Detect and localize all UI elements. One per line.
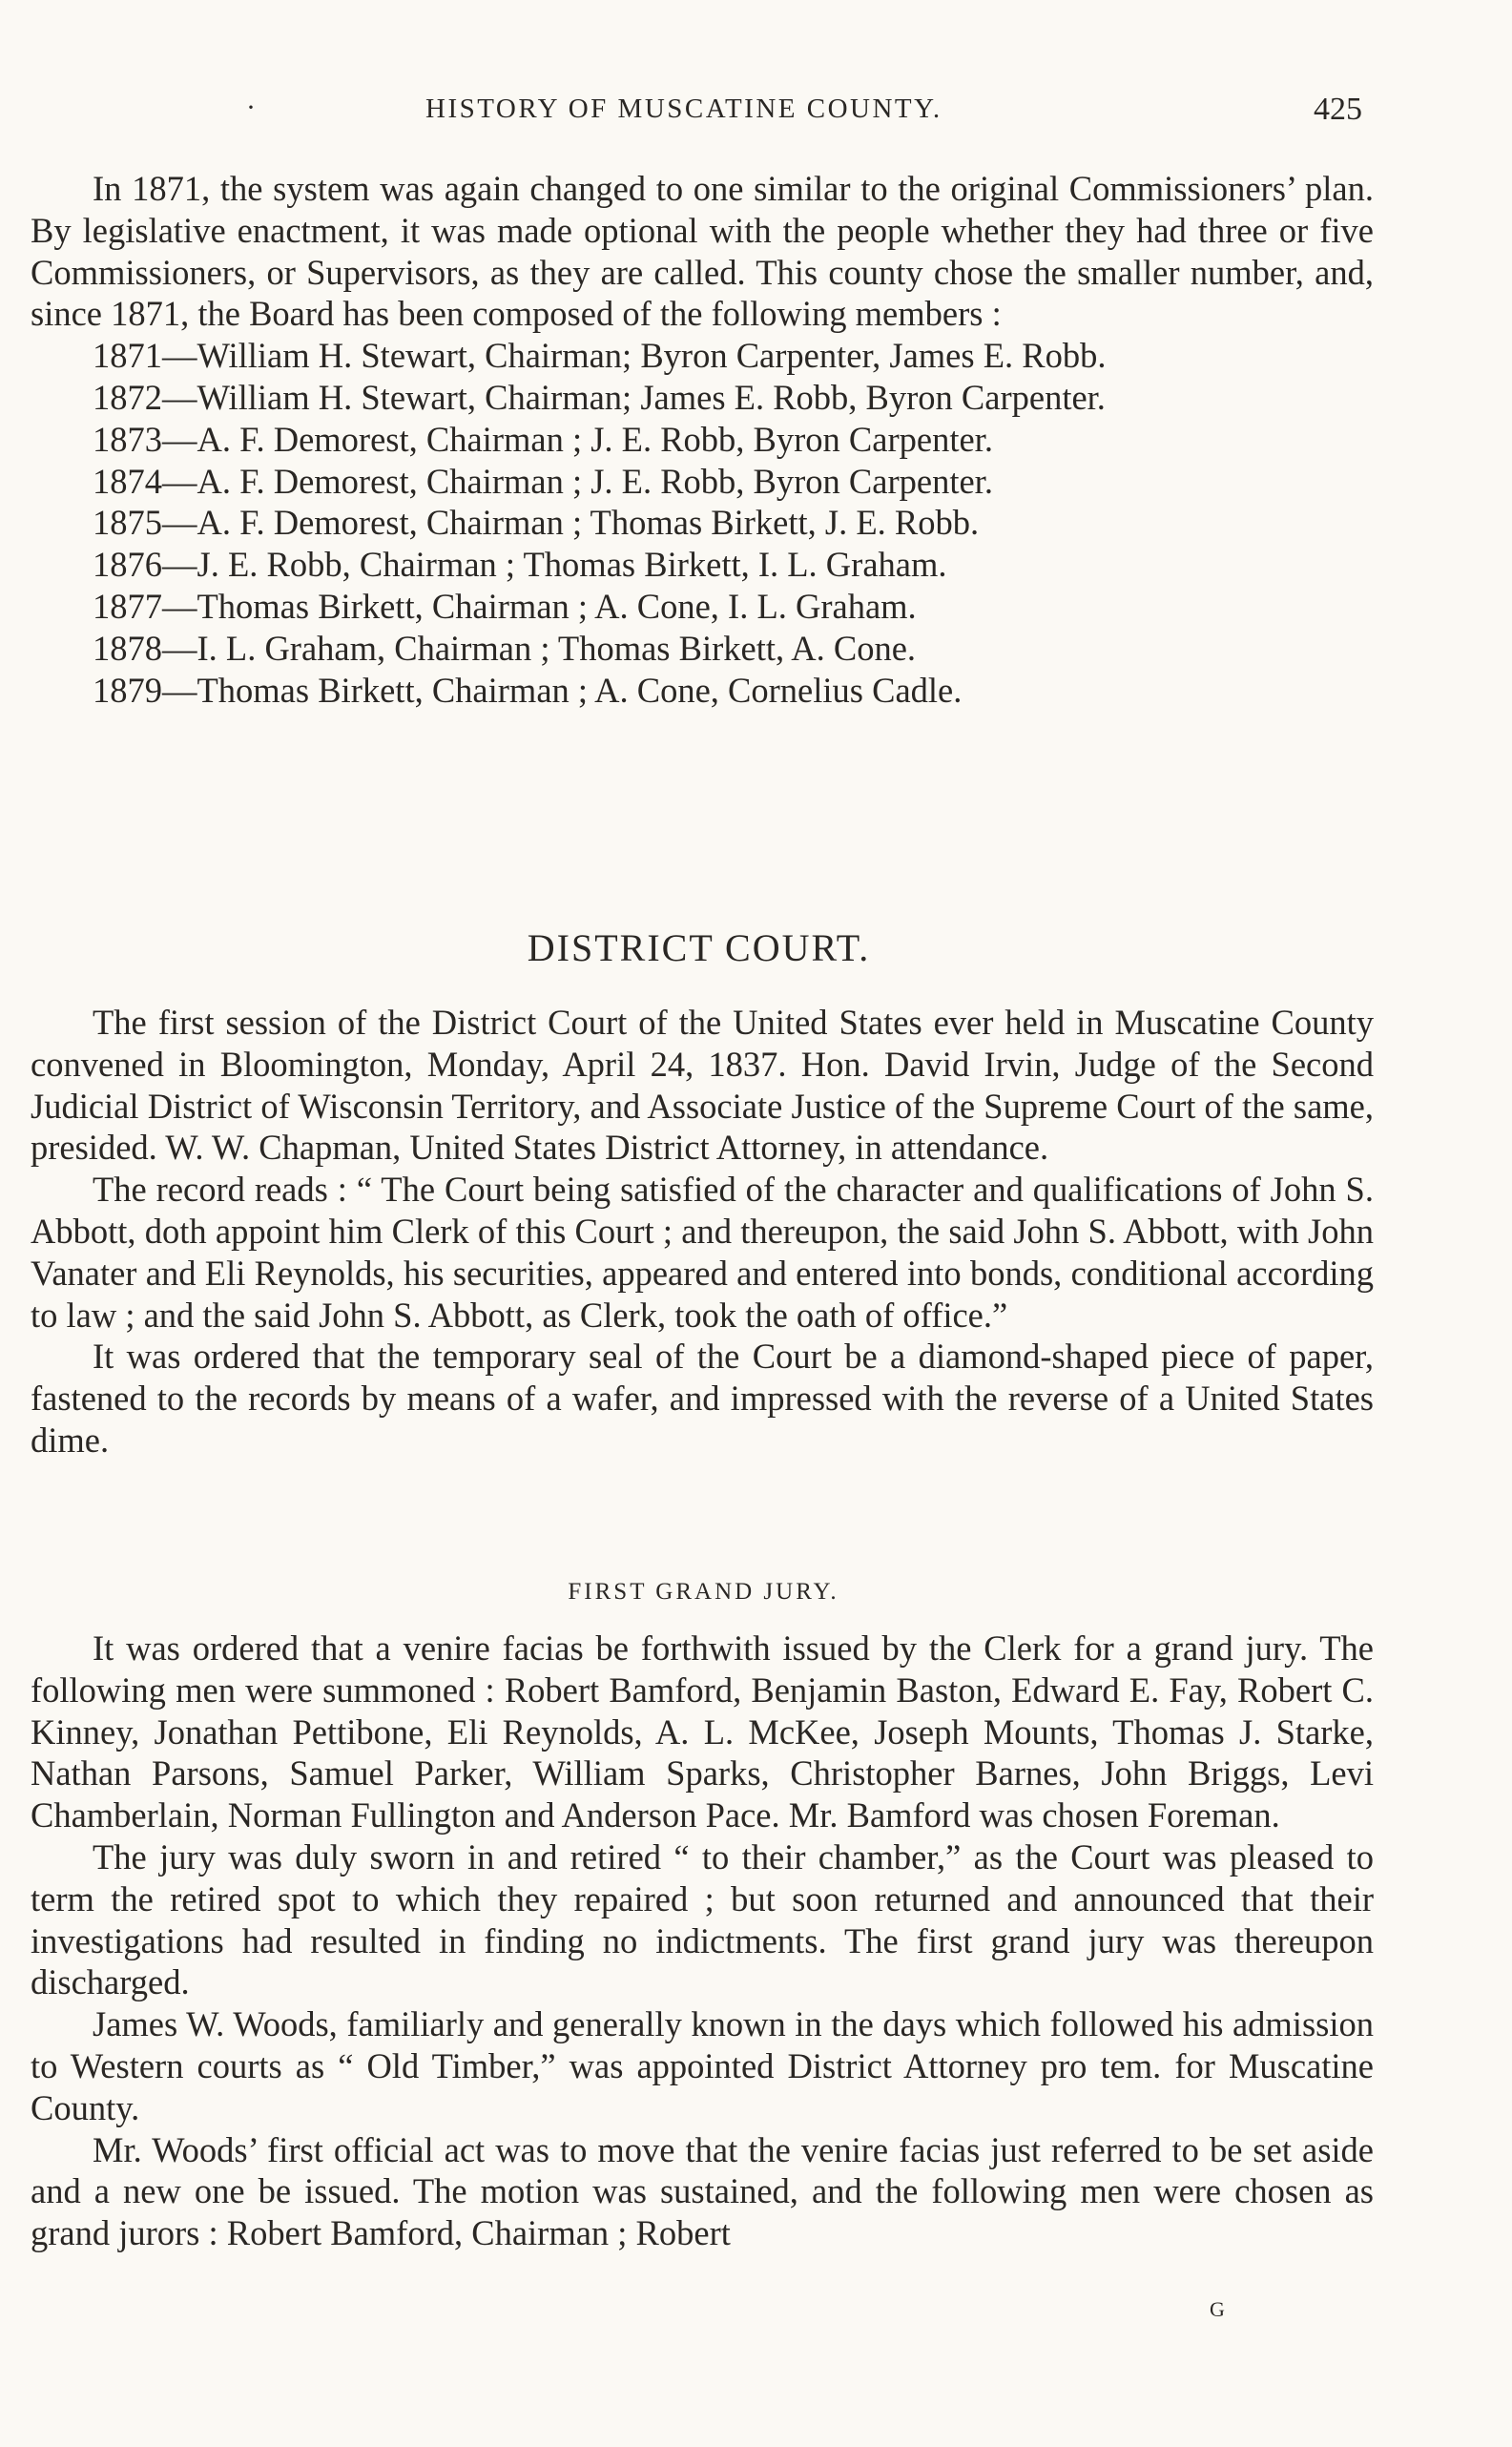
first-grand-jury-heading: FIRST GRAND JURY. — [568, 1579, 839, 1605]
list-item-1871: 1871—William H. Stewart, Chairman; Byron Carpenter, James E. Robb. — [93, 336, 1107, 376]
list-item-1876: 1876—J. E. Robb, Chairman ; Thomas Birkett, I. L. Graham. — [93, 545, 947, 585]
paragraph-motion: Mr. Woods’ first official act was to move that the venire facias just referred to be set aside and a new one be issued. The motion was sustained, and the following men were chosen as grand jurors : Robert Bamford, Chairman ; Robert — [31, 2129, 1374, 2253]
running-header — [0, 92, 1512, 135]
header-ornament-dot: · — [246, 92, 256, 123]
first-grand-jury-section — [31, 1628, 1374, 2254]
signature-mark: G — [1210, 2297, 1225, 2321]
list-item-1878: 1878—I. L. Graham, Chairman ; Thomas Birkett, A. Cone. — [93, 628, 917, 668]
page-number: 425 — [1314, 92, 1362, 127]
list-item-1872: 1872—William H. Stewart, Chairman; James E. Robb, Byron Carpenter. — [93, 377, 1106, 417]
paragraph-board-intro: In 1871, the system was again changed to one similar to the original Commissioners’ plan. By legislative enactment, it was made optional with the people whether they had three or five Commissioners, or Supervisors, as they are called. This county chose the smaller number, and, since 1871, the Board has been composed of the following members : — [31, 169, 1374, 334]
paragraph-venire-facias: It was ordered that a venire facias be forthwith issued by the Clerk for a grand jury. The following men were summoned : Robert Bamford, Benjamin Baston, Edward E. Fay, Robert C. Kinney, Jonathan Pettibone, Eli Reynolds, A. L. McKee, Joseph Mounts, Thomas J. Starke, Nathan Parsons, Samuel Parker, William Sparks, Christopher Barnes, John Briggs, Levi Chamberlain, Norman Fullington and Anderson Pace. Mr. Bamford was chosen Foreman. — [31, 1628, 1374, 1835]
board-members-section — [31, 168, 1374, 711]
paragraph-first-session: The first session of the District Court of the United States ever held in Muscatine County convened in Bloomington, Monday, April 24, 1837. Hon. David Irvin, Judge of the Second Judicial District of Wisconsin Territory, and Associate Justice of the Supreme Court of the same, presided. W. W. Chapman, United States District Attorney, in attendance. — [31, 1003, 1374, 1168]
district-court-heading: DISTRICT COURT. — [527, 926, 871, 969]
list-item-1875: 1875—A. F. Demorest, Chairman ; Thomas Birkett, J. E. Robb. — [93, 503, 980, 543]
list-item-1877: 1877—Thomas Birkett, Chairman ; A. Cone, I. L. Graham. — [93, 586, 917, 626]
running-title: HISTORY OF MUSCATINE COUNTY. — [425, 93, 942, 124]
district-court-section — [31, 1002, 1374, 1462]
paragraph-record-reads: The record reads : “ The Court being satisfied of the character and qualifications of John S. Abbott, doth appoint him Clerk of this Court ; and thereupon, the said John S. Abbott, with John Vanater and Eli Reynolds, his securities, appeared and entered into bonds, conditional according to law ; and the said John S. Abbott, as Clerk, took the oath of office.” — [31, 1170, 1374, 1335]
list-item-1873: 1873—A. F. Demorest, Chairman ; J. E. Robb, Byron Carpenter. — [93, 419, 993, 459]
paragraph-james-woods: James W. Woods, familiarly and generally known in the days which followed his admission to Western courts as “ Old Timber,” was appointed District Attorney pro tem. for Muscatine County. — [31, 2004, 1374, 2127]
list-item-1874: 1874—A. F. Demorest, Chairman ; J. E. Robb, Byron Carpenter. — [93, 461, 993, 501]
paragraph-jury-sworn: The jury was duly sworn in and retired “ to their chamber,” as the Court was pleased to term the retired spot to which they repaired ; but soon returned and announced that their investigations had resulted in finding no indictments. The first grand jury was thereupon discharged. — [31, 1836, 1374, 2002]
paragraph-temporary-seal: It was ordered that the temporary seal of the Court be a diamond-shaped piece of paper, fastened to the records by means of a wafer, and impressed with the reverse of a United States dime. — [31, 1337, 1374, 1460]
list-item-1879: 1879—Thomas Birkett, Chairman ; A. Cone, Cornelius Cadle. — [93, 670, 963, 710]
